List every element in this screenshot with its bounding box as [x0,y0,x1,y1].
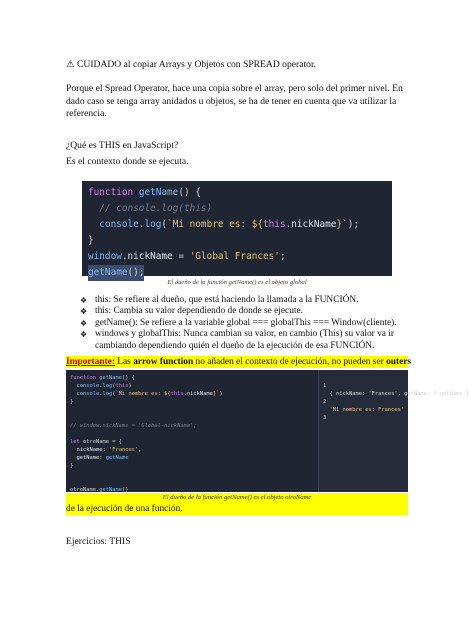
figure-caption-global: El dueño de la función getName() es el objeto global [167,279,307,286]
highlighted-continuation: de la ejecución de una función. [66,503,408,515]
code-line: otroName.getName() [70,487,129,493]
console-output-pane [318,370,470,492]
code-editor-pane [70,374,310,494]
important-text: Las [114,357,134,367]
console-line [323,374,408,382]
important-bold: arrow function [133,357,194,367]
console-line: 1 [323,383,327,389]
code-line: getName: getName [76,455,129,461]
code-line [70,406,310,414]
code-screenshot-global [82,181,392,276]
code-line: console.log(this) [76,383,132,389]
list-item: ❖ windows y globalThis: Nunca cambian su valor, en cambio (This) su valor va ir cambiando dependiendo quién el dueño de la ejecución de esa FUNCIÓN. [80,329,420,352]
console-line: 'Mi nombre es: Frances' [323,407,405,413]
important-text: no añaden el contexto de ejecución, no pueden ser [193,357,387,367]
code-line: console.log(`Mi nombre es: ${this.nickName}`); [99,219,359,230]
important-label: Importante: [66,357,115,367]
this-question: ¿Qué es THIS en JavaScript? [66,140,179,151]
code-line: let otroName = { [70,439,122,445]
console-line: { nickName: 'Frances', getName: f getName } [323,391,470,397]
important-bold: outers [386,357,412,367]
code-line: nickName: 'Frances', [76,447,142,453]
exercises-heading: Ejercicios: THIS [66,536,131,547]
code-line: } [70,463,74,469]
code-screenshot-object [66,370,470,493]
code-line: // console.log(this) [88,203,213,214]
console-line: 2 [323,399,327,405]
warning-line: ⚠ CUIDADO al copiar Arrays y Objetos con SPREAD operator. [66,59,317,70]
code-line: function getName() { [88,187,201,198]
code-line: } [88,235,94,246]
code-line [70,430,310,438]
code-line: console.log(`Mi nombre es: ${this.nickName}`) [76,391,223,397]
console-line: 3 [323,415,327,421]
list-item: ❖ getName(): Se refiere a la variable global === globalThis === Window(cliente). [80,318,420,329]
figure-caption-object: El dueño de la función getName() es el objeto otroName [66,493,408,503]
this-answer: Es el contexto donde se ejecuta. [66,156,189,167]
code-line [70,478,310,486]
code-line [70,470,310,478]
this-bullet-list [80,295,420,352]
code-line: getName(); [88,265,392,281]
code-line: // window.nickName = 'Global-nickName'; [70,423,197,429]
code-line: } [70,399,74,405]
code-line: window.nickName = 'Global Frances'; [88,251,286,262]
list-item: ❖ this: Cambia su valor dependiendo de donde se ejecute. [80,306,420,317]
list-item: ❖ this: Se refiere al dueño, que está haciendo la llamada a la FUNCIÓN. [80,295,420,306]
important-note [66,356,412,368]
code-line [70,414,310,422]
code-line: function getName() { [70,375,135,381]
spread-paragraph: Porque el Spread Operator, hace una copia sobre el array, pero solo del primer nivel. En dado caso se tenga array anidados u objetos, se ha de tener en cuenta que va utilizar la referencia. [66,83,403,119]
